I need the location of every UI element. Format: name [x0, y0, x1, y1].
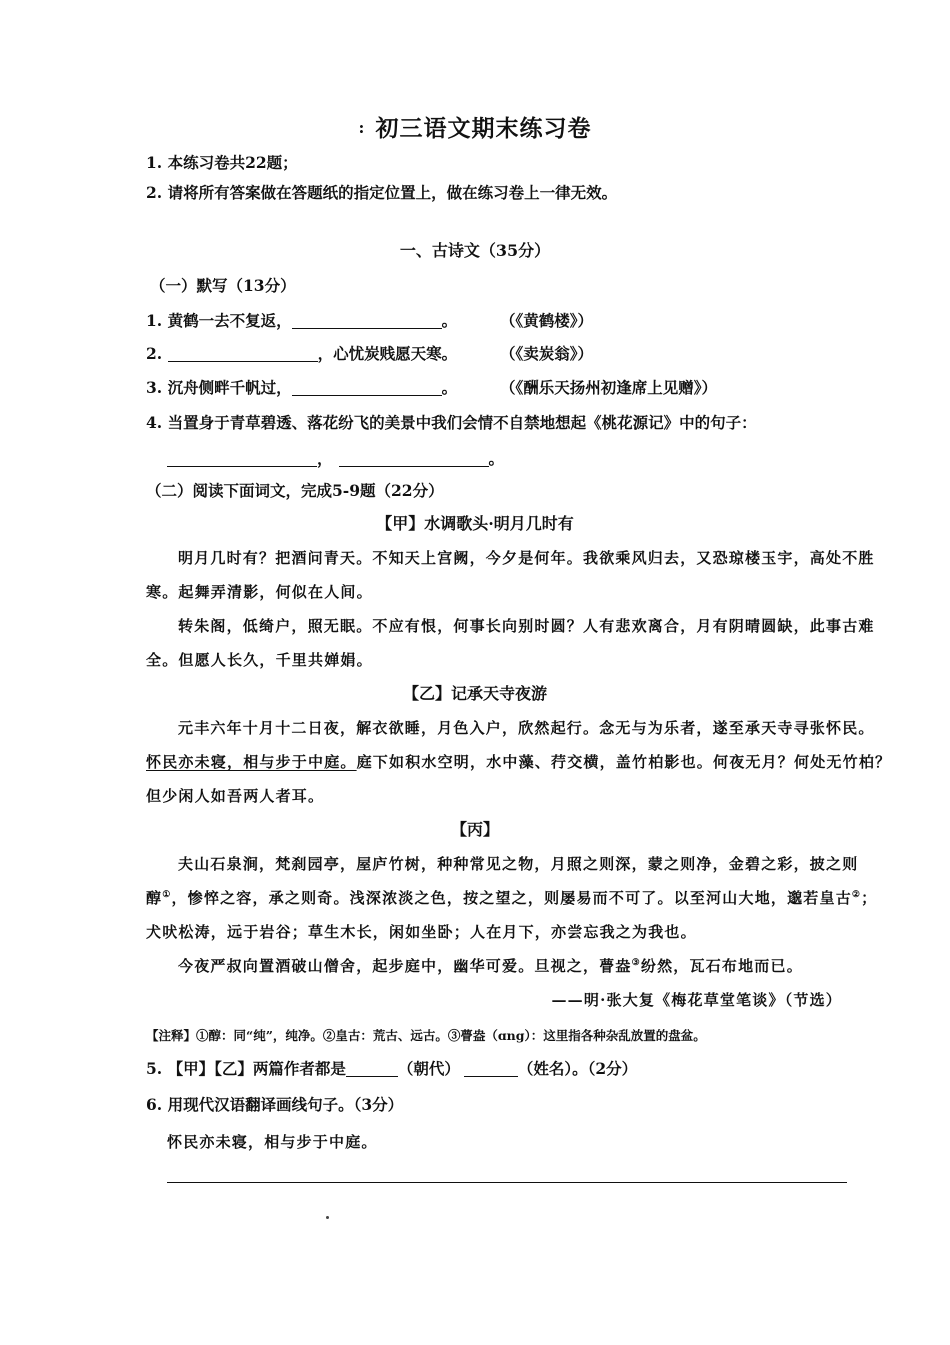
yi-line-1: 元丰六年十月十二日夜，解衣欲睡，月色入户，欣然起行。念无与为乐者，遂至承天寺寻张怀民。 — [178, 719, 875, 737]
q5-name-blank[interactable] — [464, 1060, 518, 1077]
q6-sentence: 怀民亦未寝，相与步于中庭。 — [167, 1133, 378, 1151]
jia-line-4: 全。但愿人长久，千里共婵娟。 — [146, 651, 373, 669]
question-3 — [146, 377, 457, 399]
bing-line-4-start: 今夜严叔向置酒破山僧舍，起步庭中，幽华可爱。旦视之，瞢盎 — [178, 957, 632, 975]
bing-line-1: 夫山石泉涧，梵刹园亭，屋庐竹树，种种常见之物，月照之则深，蒙之则净，金碧之彩，披之则 — [178, 855, 859, 873]
yi-line-2-rest: 庭下如积水空明，水中藻、荇交横，盖竹柏影也。何夜无月？何处无竹柏？ — [356, 753, 892, 771]
footnote-ref-2: ② — [851, 890, 862, 900]
q1-source: （《黄鹤楼》） — [500, 311, 594, 330]
q5-name-label: （姓名）。（2分） — [517, 1059, 638, 1078]
bing-line-2-end: ； — [861, 889, 878, 907]
question-6: 6. 用现代汉语翻译画线句子。（3分） — [146, 1095, 404, 1114]
bing-line-4-end: 纷然，瓦石布地而已。 — [640, 957, 803, 975]
q1-before: 黄鹤一去不复返， — [167, 311, 292, 330]
yi-underlined-sentence: 怀民亦未寝，相与步于中庭。 — [146, 753, 357, 771]
question-4: 4. 当置身于青草碧透、落花纷飞的美景中我们会情不自禁地想起《桃花源记》中的句子： — [146, 413, 757, 432]
q5-dynasty-blank[interactable] — [346, 1060, 398, 1077]
part2-heading: （二）阅读下面词文，完成5-9题（22分） — [146, 481, 444, 500]
bing-line-2-middle: ，惨悴之容，承之则奇。浅深浓淡之色，按之望之，则屡易而不可了。以至河山大地，邈若皇古 — [171, 889, 852, 907]
instruction-1: 1. 本练习卷共22题； — [146, 153, 298, 172]
bing-line-2 — [146, 887, 877, 909]
scan-speck — [326, 1216, 329, 1219]
page-title — [0, 110, 950, 143]
q1-answer-blank[interactable] — [292, 312, 442, 329]
yi-line-2 — [146, 751, 891, 773]
jia-line-1: 明月几时有？把酒问青天。不知天上宫阙，今夕是何年。我欲乘风归去，又恐琼楼玉宇，高处不胜 — [178, 549, 875, 567]
q4-answer-blank-2[interactable] — [339, 450, 489, 467]
jia-line-2: 寒。起舞弄清影，何似在人间。 — [146, 583, 373, 601]
annotation-notes: 【注释】①醇：同“纯”，纯净。②皇古：荒古、远古。③瞢盎（ɑng）：这里指各种杂乱放置的盘盆。 — [146, 1028, 706, 1043]
q3-source: （《酬乐天扬州初逢席上见赠》） — [500, 378, 718, 397]
q4-separator: ， — [317, 449, 333, 468]
bing-title: 【丙】 — [450, 820, 499, 839]
q4-end: 。 — [488, 449, 505, 468]
section-heading-classical: 一、古诗文（35分） — [399, 241, 551, 260]
q3-answer-blank[interactable] — [292, 379, 442, 396]
part1-heading: （一）默写（13分） — [150, 276, 296, 295]
question-2 — [146, 343, 457, 365]
q4-answer-blank-1[interactable] — [167, 450, 317, 467]
bing-source: ——明·张大复《梅花草堂笔谈》（节选） — [551, 991, 842, 1009]
q3-number: 3. — [146, 378, 163, 397]
jia-line-3: 转朱阁，低绮户，照无眠。不应有恨，何事长向别时圆？人有悲欢离合，月有阴晴圆缺，此事古难 — [178, 617, 875, 635]
footnote-ref-3: ③ — [631, 958, 641, 968]
q2-after: ，心忧炭贱愿天寒。 — [317, 344, 458, 363]
instruction-2: 2. 请将所有答案做在答题纸的指定位置上，做在练习卷上一律无效。 — [146, 183, 618, 202]
question-1 — [146, 310, 457, 332]
jia-title: 【甲】水调歌头·明月几时有 — [376, 514, 574, 533]
q3-before: 沉舟侧畔千帆过， — [167, 378, 292, 397]
yi-title: 【乙】记承天寺夜游 — [402, 684, 547, 703]
q5-dynasty-label: （朝代） — [397, 1059, 460, 1078]
question-5 — [146, 1058, 637, 1080]
q3-after: 。 — [441, 378, 458, 397]
q2-source: （《卖炭翁》） — [500, 344, 594, 363]
title-text: 初三语文期末练习卷 — [375, 115, 592, 142]
q1-after: 。 — [441, 311, 458, 330]
q4-answers — [167, 448, 504, 470]
q1-number: 1. — [146, 311, 163, 330]
title-mark: : — [358, 118, 366, 137]
bing-line-4 — [178, 955, 803, 977]
bing-line-2-start: 醇 — [146, 889, 163, 907]
q2-number: 2. — [146, 344, 163, 363]
bing-line-3: 犬吠松涛，远于岩谷；草生木长，闲如坐卧；人在月下，亦尝忘我之为我也。 — [146, 923, 697, 941]
q2-answer-blank[interactable] — [168, 345, 318, 362]
q5-text: 5. 【甲】【乙】两篇作者都是 — [146, 1059, 346, 1078]
q6-answer-line[interactable] — [167, 1182, 847, 1183]
yi-line-3: 但少闲人如吾两人者耳。 — [146, 787, 325, 805]
footnote-ref-1: ① — [162, 890, 172, 900]
